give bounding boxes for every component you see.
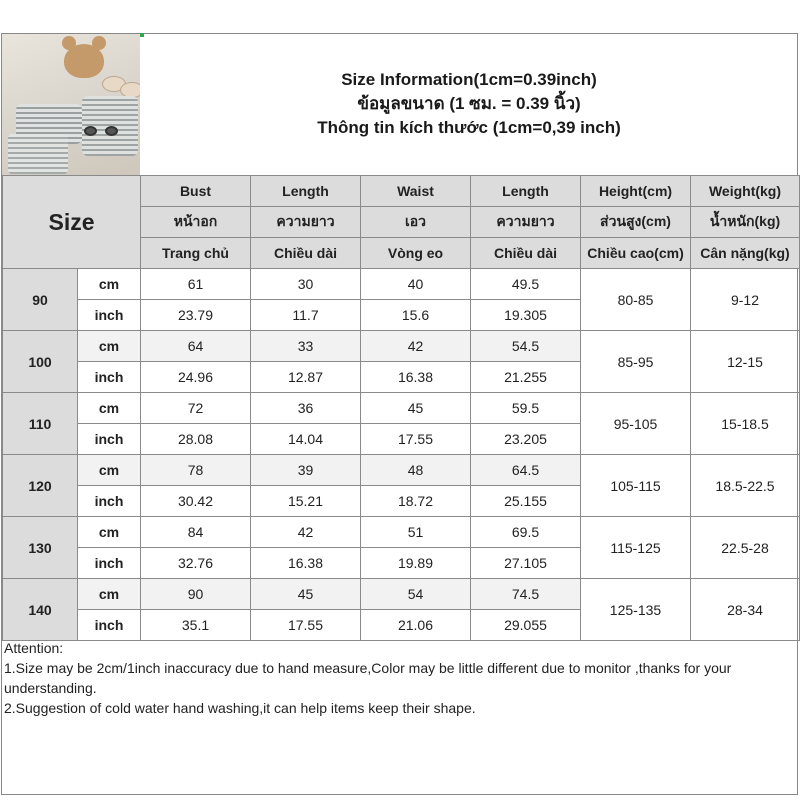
measure-inch: 35.1 bbox=[141, 610, 251, 641]
measure-cm: 78 bbox=[141, 455, 251, 486]
measure-cm: 61 bbox=[141, 269, 251, 300]
col-header-en: Bust bbox=[141, 176, 251, 207]
col-header-th: ความยาว bbox=[471, 207, 581, 238]
measure-cm: 45 bbox=[251, 579, 361, 610]
measure-inch: 19.305 bbox=[471, 300, 581, 331]
col-header-th: ส่วนสูง(cm) bbox=[581, 207, 691, 238]
measure-inch: 28.08 bbox=[141, 424, 251, 455]
measure-inch: 14.04 bbox=[251, 424, 361, 455]
measure-inch: 29.055 bbox=[471, 610, 581, 641]
unit-cm: cm bbox=[78, 517, 141, 548]
size-column-header: Size bbox=[3, 176, 141, 269]
header-row-en bbox=[3, 176, 800, 207]
unit-cm: cm bbox=[78, 393, 141, 424]
measure-inch: 15.21 bbox=[251, 486, 361, 517]
weight-range: 18.5-22.5 bbox=[691, 455, 800, 517]
unit-inch: inch bbox=[78, 300, 141, 331]
title-english: Size Information(1cm=0.39inch) bbox=[341, 70, 597, 89]
measure-cm: 33 bbox=[251, 331, 361, 362]
col-header-th: เอว bbox=[361, 207, 471, 238]
col-header-en: Height(cm) bbox=[581, 176, 691, 207]
col-header-th: ความยาว bbox=[251, 207, 361, 238]
measure-cm: 54 bbox=[361, 579, 471, 610]
col-header-vi: Chiều dài bbox=[251, 238, 361, 269]
measure-cm: 64 bbox=[141, 331, 251, 362]
size-label: 90 bbox=[3, 269, 78, 331]
unit-inch: inch bbox=[78, 548, 141, 579]
weight-range: 12-15 bbox=[691, 331, 800, 393]
measure-cm: 45 bbox=[361, 393, 471, 424]
unit-cm: cm bbox=[78, 579, 141, 610]
measure-cm: 40 bbox=[361, 269, 471, 300]
unit-inch: inch bbox=[78, 424, 141, 455]
measure-inch: 21.06 bbox=[361, 610, 471, 641]
measure-inch: 27.105 bbox=[471, 548, 581, 579]
bear-toy-image bbox=[64, 44, 104, 78]
size-label: 140 bbox=[3, 579, 78, 641]
measure-cm: 59.5 bbox=[471, 393, 581, 424]
measure-cm: 49.5 bbox=[471, 269, 581, 300]
title-thai: ข้อมูลขนาด (1 ซม. = 0.39 นิ้ว) bbox=[357, 94, 581, 113]
measure-inch: 23.79 bbox=[141, 300, 251, 331]
title-vietnamese: Thông tin kích thước (1cm=0,39 inch) bbox=[317, 118, 621, 137]
measure-inch: 17.55 bbox=[361, 424, 471, 455]
unit-cm: cm bbox=[78, 269, 141, 300]
unit-cm: cm bbox=[78, 455, 141, 486]
table-row bbox=[3, 331, 800, 362]
height-range: 105-115 bbox=[581, 455, 691, 517]
height-range: 125-135 bbox=[581, 579, 691, 641]
table-row bbox=[3, 517, 800, 548]
measure-cm: 74.5 bbox=[471, 579, 581, 610]
measure-inch: 11.7 bbox=[251, 300, 361, 331]
col-header-th: หน้าอก bbox=[141, 207, 251, 238]
note-line-1: 1.Size may be 2cm/1inch inaccuracy due to hand measure,Color may be little different due to monitor ,thanks for your understanding. bbox=[4, 660, 732, 696]
measure-cm: 51 bbox=[361, 517, 471, 548]
measure-inch: 12.87 bbox=[251, 362, 361, 393]
measure-inch: 15.6 bbox=[361, 300, 471, 331]
col-header-en: Length bbox=[251, 176, 361, 207]
measure-inch: 25.155 bbox=[471, 486, 581, 517]
measure-inch: 18.72 bbox=[361, 486, 471, 517]
unit-inch: inch bbox=[78, 486, 141, 517]
size-table bbox=[2, 175, 800, 641]
measure-cm: 90 bbox=[141, 579, 251, 610]
measure-inch: 16.38 bbox=[361, 362, 471, 393]
shorts-image bbox=[8, 134, 68, 174]
col-header-en: Waist bbox=[361, 176, 471, 207]
size-label: 100 bbox=[3, 331, 78, 393]
measure-inch: 32.76 bbox=[141, 548, 251, 579]
measure-inch: 19.89 bbox=[361, 548, 471, 579]
weight-range: 9-12 bbox=[691, 269, 800, 331]
measure-cm: 84 bbox=[141, 517, 251, 548]
col-header-th: น้ำหนัก(kg) bbox=[691, 207, 800, 238]
measure-inch: 16.38 bbox=[251, 548, 361, 579]
table-row bbox=[3, 269, 800, 300]
size-label: 120 bbox=[3, 455, 78, 517]
height-range: 115-125 bbox=[581, 517, 691, 579]
weight-range: 22.5-28 bbox=[691, 517, 800, 579]
attention-notes bbox=[4, 638, 794, 718]
col-header-vi: Chiều cao(cm) bbox=[581, 238, 691, 269]
measure-inch: 23.205 bbox=[471, 424, 581, 455]
notes-heading: Attention: bbox=[4, 640, 64, 656]
measure-inch: 17.55 bbox=[251, 610, 361, 641]
table-row bbox=[3, 579, 800, 610]
measure-cm: 48 bbox=[361, 455, 471, 486]
note-line-2: 2.Suggestion of cold water hand washing,it can help items keep their shape. bbox=[4, 700, 476, 716]
table-row bbox=[3, 455, 800, 486]
measure-cm: 69.5 bbox=[471, 517, 581, 548]
col-header-vi: Vòng eo bbox=[361, 238, 471, 269]
measure-cm: 54.5 bbox=[471, 331, 581, 362]
col-header-vi: Chiều dài bbox=[471, 238, 581, 269]
measure-inch: 21.255 bbox=[471, 362, 581, 393]
unit-cm: cm bbox=[78, 331, 141, 362]
height-range: 80-85 bbox=[581, 269, 691, 331]
measure-cm: 64.5 bbox=[471, 455, 581, 486]
table-row bbox=[3, 393, 800, 424]
measure-cm: 42 bbox=[361, 331, 471, 362]
unit-inch: inch bbox=[78, 610, 141, 641]
weight-range: 15-18.5 bbox=[691, 393, 800, 455]
height-range: 95-105 bbox=[581, 393, 691, 455]
unit-inch: inch bbox=[78, 362, 141, 393]
measure-cm: 30 bbox=[251, 269, 361, 300]
size-label: 130 bbox=[3, 517, 78, 579]
product-photo bbox=[2, 34, 140, 175]
measure-cm: 36 bbox=[251, 393, 361, 424]
size-label: 110 bbox=[3, 393, 78, 455]
measure-cm: 42 bbox=[251, 517, 361, 548]
col-header-vi: Trang chủ bbox=[141, 238, 251, 269]
height-range: 85-95 bbox=[581, 331, 691, 393]
col-header-vi: Cân nặng(kg) bbox=[691, 238, 800, 269]
col-header-en: Length bbox=[471, 176, 581, 207]
sunglasses-image bbox=[84, 126, 118, 136]
measure-inch: 30.42 bbox=[141, 486, 251, 517]
measure-inch: 24.96 bbox=[141, 362, 251, 393]
size-info-header bbox=[140, 33, 798, 175]
measure-cm: 39 bbox=[251, 455, 361, 486]
weight-range: 28-34 bbox=[691, 579, 800, 641]
col-header-en: Weight(kg) bbox=[691, 176, 800, 207]
measure-cm: 72 bbox=[141, 393, 251, 424]
